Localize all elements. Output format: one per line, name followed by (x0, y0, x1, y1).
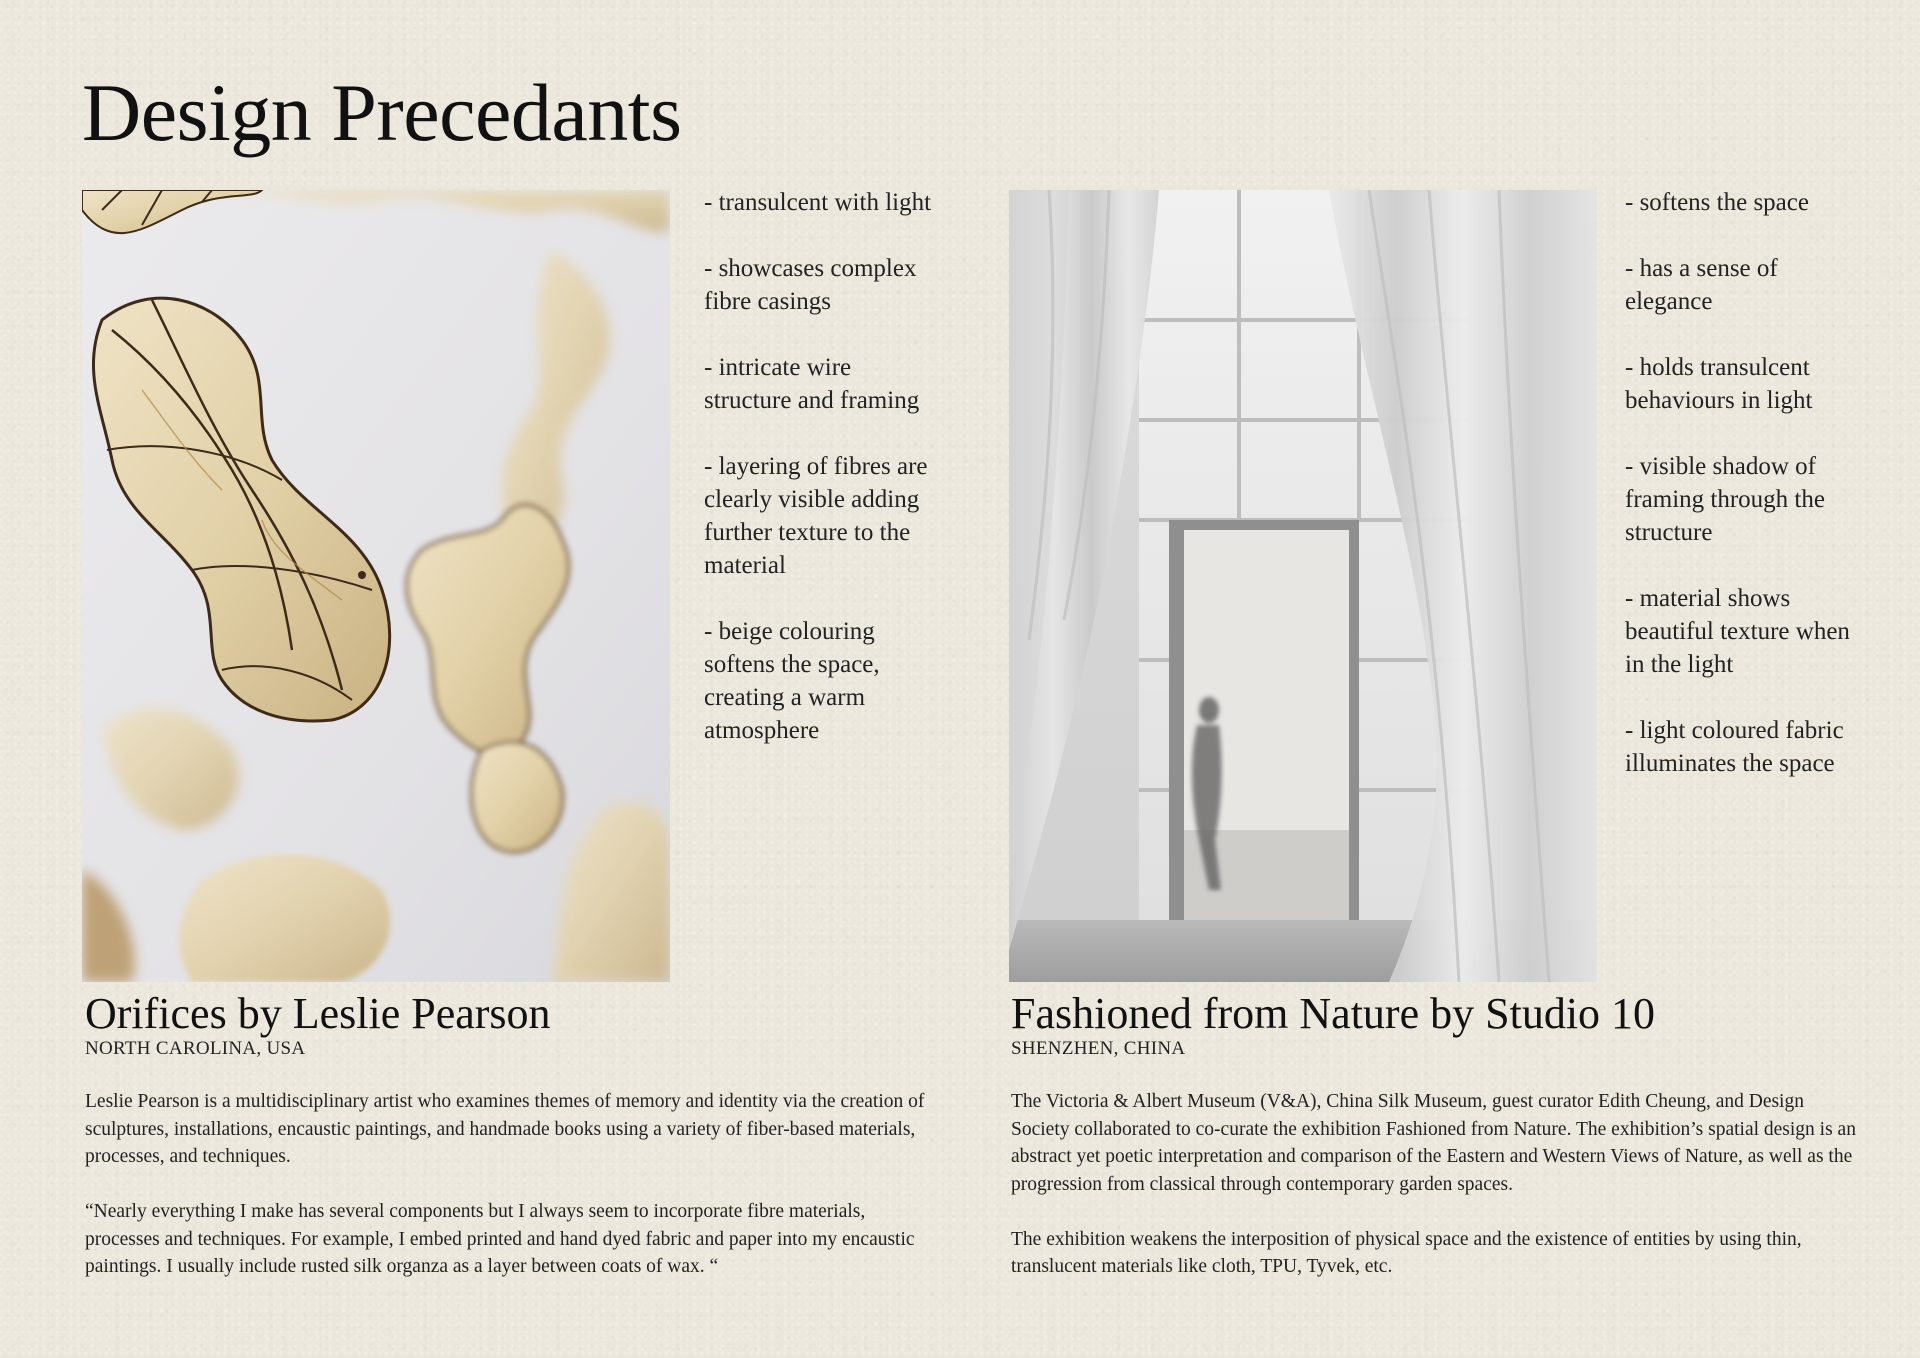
right-bullet-list (1625, 186, 1865, 813)
left-description-paragraph: Leslie Pearson is a multidisciplinary artist who examines themes of memory and identity via the creation of sculptures, installations, encaustic paintings, and handmade books using a variety of fiber-based materials, processes, and techniques. (85, 1091, 925, 1167)
right-bullet-item: - visible shadow of framing through the structure (1625, 453, 1825, 546)
right-bullet-item: - has a sense of elegance (1625, 255, 1778, 315)
curtain-gallery-image (1009, 190, 1597, 982)
lantern-sculpture-image (82, 190, 670, 982)
curtain-gallery-photo (1009, 190, 1597, 982)
left-bullet-item: - intricate wire structure and framing (704, 354, 920, 414)
left-project-location: NORTH CAROLINA, USA (85, 1038, 306, 1059)
page-title: Design Precedants (82, 67, 682, 158)
left-project-description (85, 1088, 935, 1308)
lantern-sculpture-photo (82, 190, 670, 982)
left-bullet-item: - transulcent with light (704, 189, 932, 216)
right-bullet-item: - holds transulcent behaviours in light (1625, 354, 1813, 414)
left-bullet-item: - showcases complex fibre casings (704, 255, 917, 315)
left-project-title: Orifices by Leslie Pearson (85, 989, 551, 1038)
left-description-quote: “Nearly everything I make has several components but I always seem to incorporate fibre materials, processes and techniques. For example, I embed printed and hand dyed fabric and paper into my encaustic paintings. I usually include rusted silk organza as a layer between coats of wax. “ (85, 1201, 915, 1277)
right-description-paragraph: The Victoria & Albert Museum (V&A), China Silk Museum, guest curator Edith Cheung, and Design Society collaborated to co-curate the exhibition Fashioned from Nature. The exhibition’s spatial design is an abstract yet poetic interpretation and comparison of the Eastern and Western Views of Nature, as well as the progression from classical through contemporary garden spaces. (1011, 1091, 1856, 1195)
left-bullet-item: - layering of fibres are clearly visible adding further texture to the material (704, 453, 928, 579)
right-description-paragraph: The exhibition weakens the interposition of physical space and the existence of entities by using thin, translucent materials like cloth, TPU, Tyvek, etc. (1011, 1228, 1802, 1277)
right-project-location: SHENZHEN, CHINA (1011, 1038, 1186, 1059)
left-bullet-item: - beige colouring softens the space, creating a warm atmosphere (704, 618, 880, 744)
right-bullet-item: - material shows beautiful texture when in the light (1625, 585, 1850, 678)
right-bullet-item: - light coloured fabric illuminates the space (1625, 717, 1844, 777)
right-project-title: Fashioned from Nature by Studio 10 (1011, 989, 1656, 1038)
right-bullet-item: - softens the space (1625, 189, 1809, 216)
left-bullet-list (704, 186, 934, 780)
right-project-description (1011, 1088, 1861, 1308)
